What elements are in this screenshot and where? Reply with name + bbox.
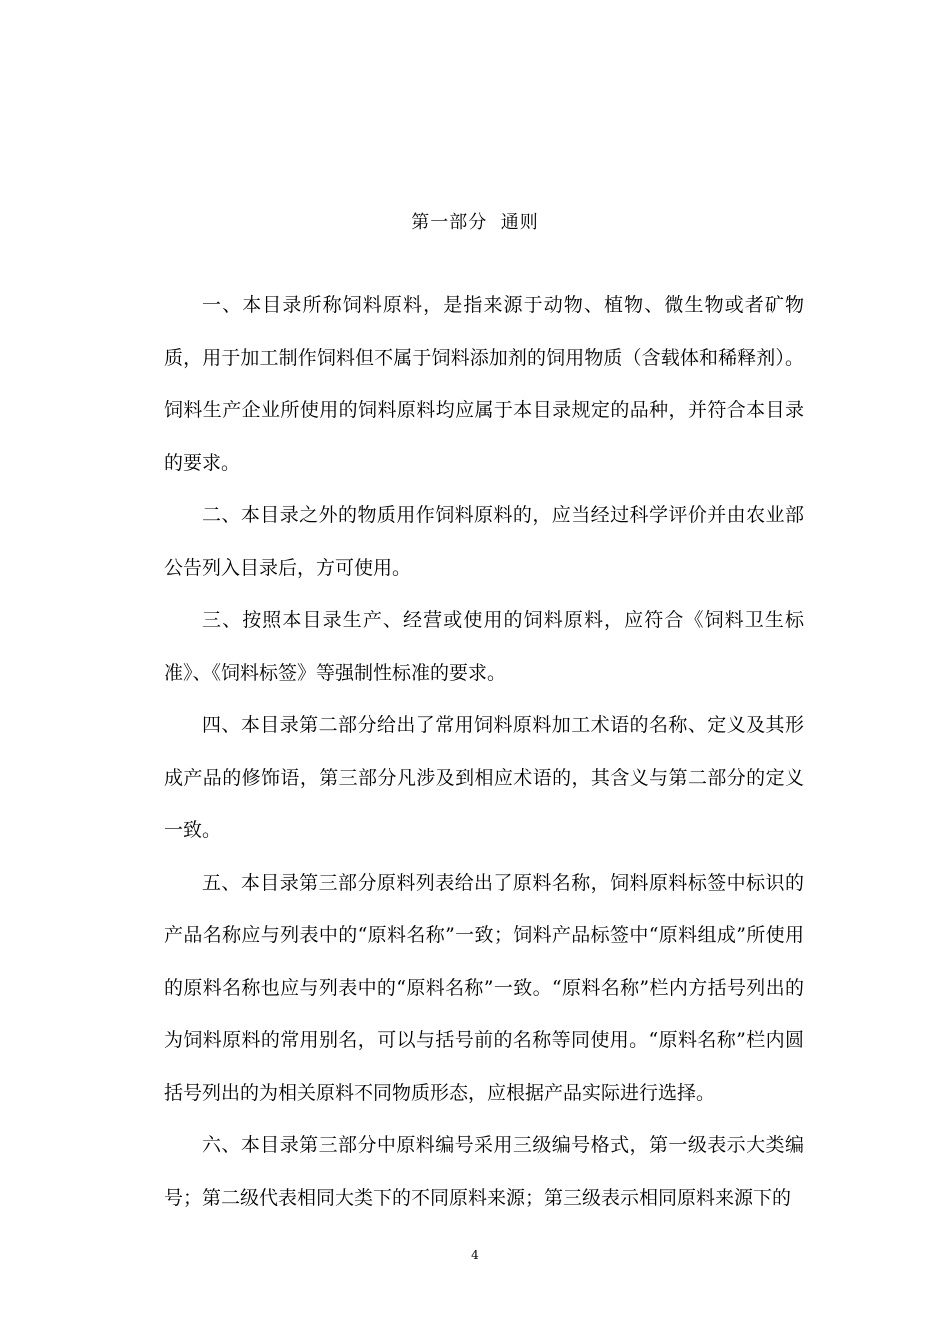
document-body <box>164 279 804 1224</box>
paragraph-5: 五、本目录第三部分原料列表给出了原料名称，饲料原料标签中标识的产品名称应与列表中的“原料名称”一致；饲料产品标签中“原料组成”所使用的原料名称也应与列表中的“原料名称”一致。“原料名称”栏内方括号列出的为饲料原料的常用别名，可以与括号前的名称等同使用。“原料名称”栏内圆括号列出的为相关原料不同物质形态，应根据产品实际进行选择。 <box>164 871 804 1104</box>
paragraph-1: 一、本目录所称饲料原料，是指来源于动物、植物、微生物或者矿物质，用于加工制作饲料但不属于饲料添加剂的饲用物质（含载体和稀释剂）。饲料生产企业所使用的饲料原料均应属于本目录规定的品种，并符合本目录的要求。 <box>164 294 804 474</box>
section-title: 第一部分 通则 <box>411 212 539 233</box>
page-number: 4 <box>471 1248 479 1262</box>
paragraph-6: 六、本目录第三部分中原料编号采用三级编号格式，第一级表示大类编号；第二级代表相同大类下的不同原料来源；第三级表示相同原料来源下的 <box>164 1134 804 1209</box>
paragraph-3: 三、按照本目录生产、经营或使用的饲料原料，应符合《饲料卫生标准》、《饲料标签》等强制性标准的要求。 <box>164 609 804 684</box>
paragraph-4: 四、本目录第二部分给出了常用饲料原料加工术语的名称、定义及其形成产品的修饰语，第三部分凡涉及到相应术语的，其含义与第二部分的定义一致。 <box>164 714 804 841</box>
paragraph-2: 二、本目录之外的物质用作饲料原料的，应当经过科学评价并由农业部公告列入目录后，方可使用。 <box>164 504 804 579</box>
